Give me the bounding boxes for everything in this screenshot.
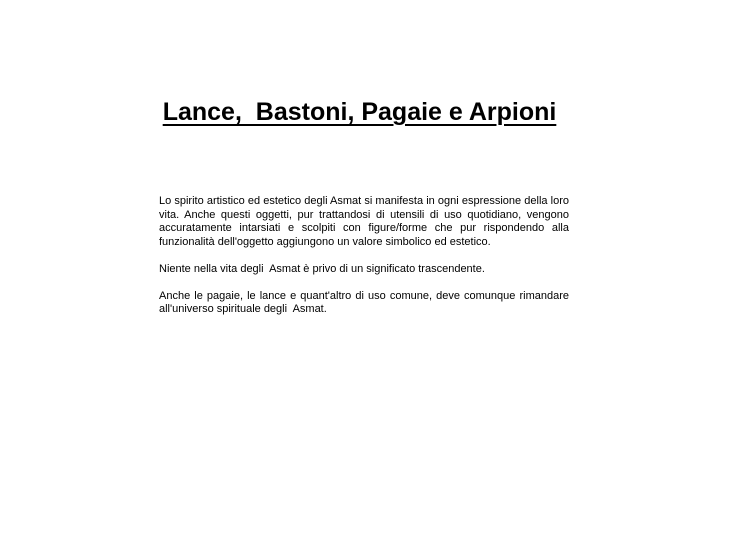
page-title — [0, 96, 733, 128]
body-text — [159, 195, 573, 330]
page-title-text: Lance, Bastoni, Pagaie e Arpioni — [162, 98, 557, 126]
paragraph-transcendent-meaning: Niente nella vita degli Asmat è privo di un significato trascendente. — [159, 262, 485, 275]
paragraph-spiritual-universe: Anche le pagaie, le lance e quant'altro di uso comune, deve comunque rimandare all'universo spirituale degli Asmat. — [159, 289, 573, 315]
paragraph-artistic-spirit: Lo spirito artistico ed estetico degli Asmat si manifesta in ogni espressione della loro vita. Anche questi oggetti, pur trattandosi di utensili di uso quotidiano, vengono accuratamente intarsiati e scolpiti con figure/forme che pur rispondendo alla funzionalità dell'oggetto aggiungono un valore simbolico ed estetico. — [159, 195, 573, 248]
